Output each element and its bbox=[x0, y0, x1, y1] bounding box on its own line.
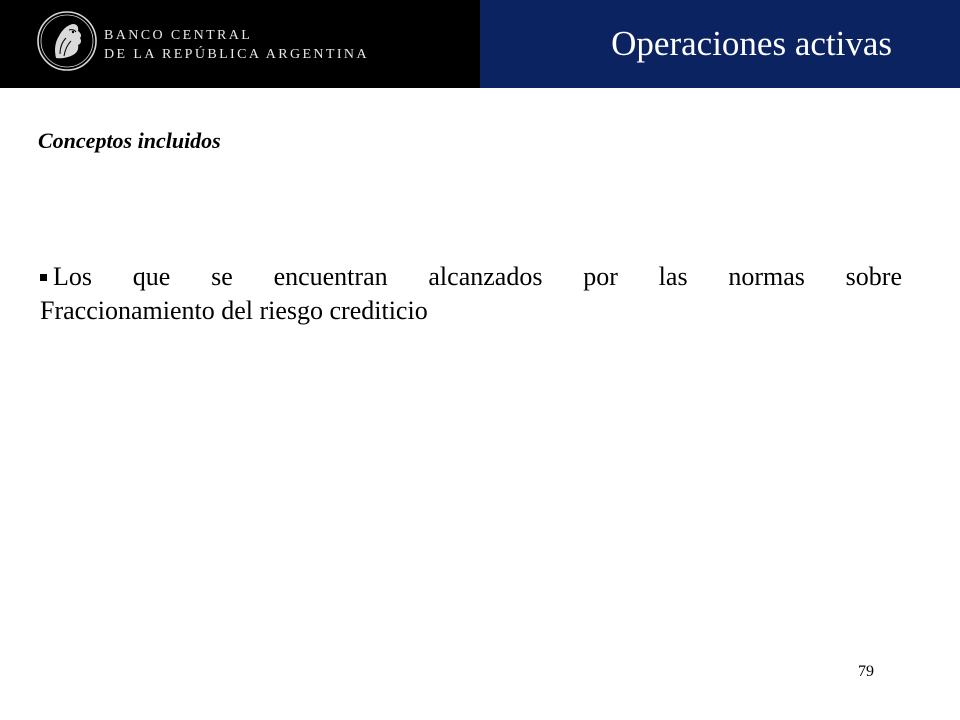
slide-header bbox=[0, 0, 960, 88]
header-logo-band bbox=[0, 0, 480, 88]
logo-line-2: DE LA REPÚBLICA ARGENTINA bbox=[104, 47, 369, 62]
bullet-text-line-1: Los que se encuentran alcanzados por las normas sobre bbox=[53, 262, 902, 291]
header-title-band bbox=[480, 0, 960, 88]
bullet-item bbox=[40, 260, 902, 294]
section-heading: Conceptos incluidos bbox=[38, 128, 221, 153]
square-bullet-icon bbox=[40, 274, 47, 281]
bullet-text-line-2: Fraccionamiento del riesgo crediticio bbox=[40, 296, 428, 325]
slide-title: Operaciones activas bbox=[611, 24, 892, 63]
bullet-list bbox=[40, 260, 902, 328]
bank-name-logotype bbox=[104, 26, 369, 64]
page-number: 79 bbox=[858, 663, 874, 680]
effigy-seal-icon bbox=[36, 10, 98, 72]
logo-line-1: BANCO CENTRAL bbox=[104, 28, 253, 43]
